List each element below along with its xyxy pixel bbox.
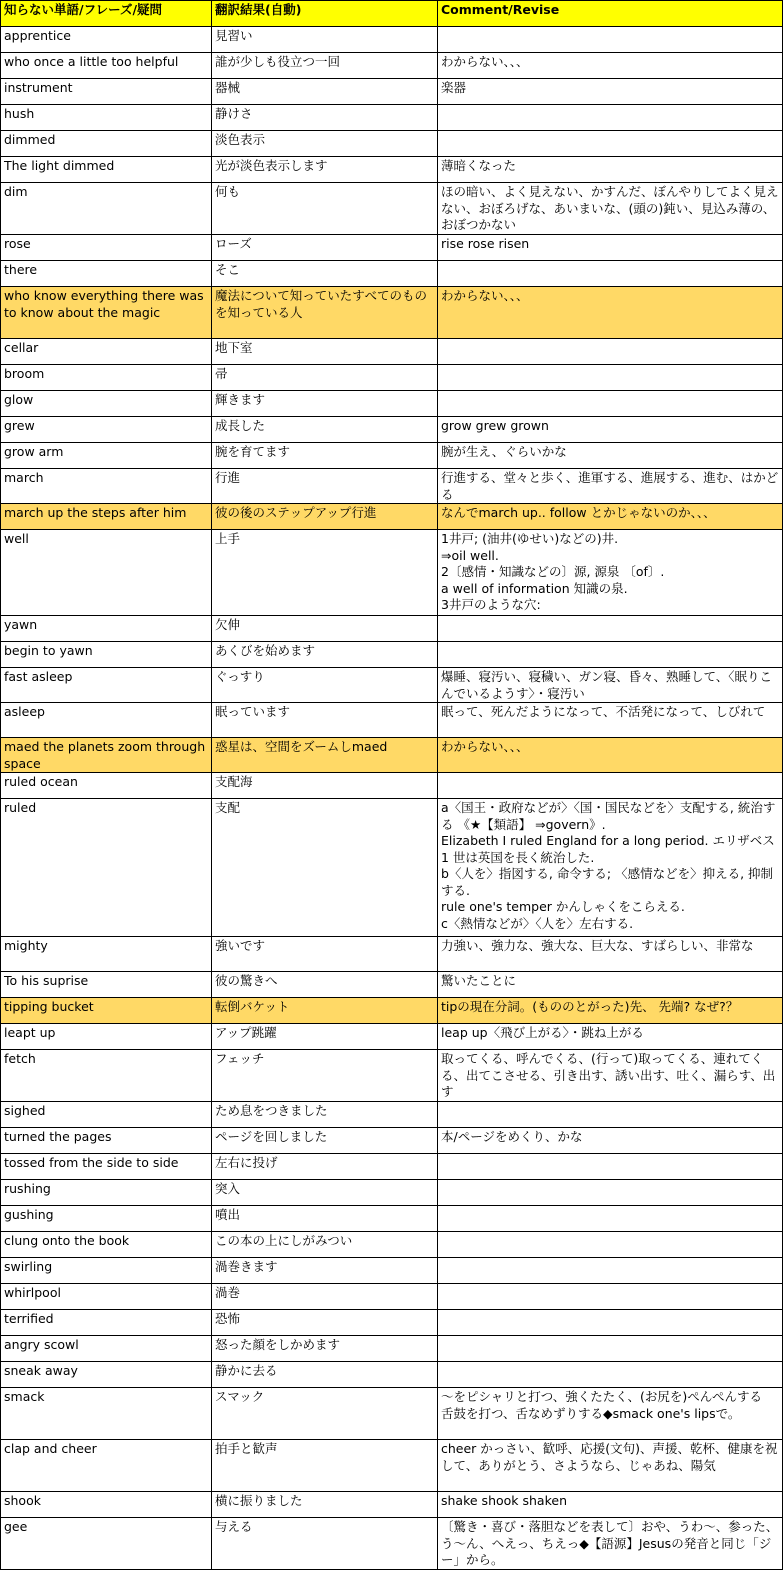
cell-term: gushing: [1, 1206, 212, 1232]
cell-term: march: [1, 469, 212, 504]
table-row: [1, 157, 783, 183]
table-row: [1, 105, 783, 131]
cell-translation: 魔法について知っていたすべてのものを知っている人: [212, 287, 438, 339]
cell-comment: [438, 365, 783, 391]
cell-translation: 見習い: [212, 27, 438, 53]
header-unknown-word: 知らない単語/フレーズ/疑問: [1, 1, 212, 27]
cell-term: maed the planets zoom through space: [1, 738, 212, 773]
cell-translation: フェッチ: [212, 1050, 438, 1102]
table-row: [1, 1284, 783, 1310]
cell-term: fetch: [1, 1050, 212, 1102]
cell-comment: [438, 391, 783, 417]
cell-translation: ローズ: [212, 235, 438, 261]
cell-translation: 惑星は、空間をズームしmaed: [212, 738, 438, 773]
cell-term: there: [1, 261, 212, 287]
cell-comment: [438, 642, 783, 668]
table-row: [1, 773, 783, 799]
cell-term: sneak away: [1, 1362, 212, 1388]
table-row: [1, 79, 783, 105]
cell-comment: [438, 1206, 783, 1232]
table-row: [1, 799, 783, 937]
table-row: [1, 443, 783, 469]
cell-term: rose: [1, 235, 212, 261]
cell-term: well: [1, 530, 212, 616]
cell-comment: rise rose risen: [438, 235, 783, 261]
cell-comment: 楽器: [438, 79, 783, 105]
table-row: [1, 1310, 783, 1336]
table-row: [1, 1518, 783, 1570]
cell-translation: 腕を育てます: [212, 443, 438, 469]
cell-translation: 彼の後のステップアップ行進: [212, 504, 438, 530]
cell-comment: なんでmarch up.. follow とかじゃないのか、、、: [438, 504, 783, 530]
cell-comment: [438, 1258, 783, 1284]
cell-term: smack: [1, 1388, 212, 1440]
cell-term: grew: [1, 417, 212, 443]
cell-comment: [438, 1362, 783, 1388]
cell-term: hush: [1, 105, 212, 131]
cell-comment: tipの現在分詞。(もののとがった)先、 先端? なぜ?？: [438, 998, 783, 1024]
cell-translation: 何も: [212, 183, 438, 235]
table-row: [1, 365, 783, 391]
cell-translation: 上手: [212, 530, 438, 616]
cell-translation: そこ: [212, 261, 438, 287]
cell-term: who once a little too helpful: [1, 53, 212, 79]
cell-comment: [438, 1284, 783, 1310]
table-row: [1, 703, 783, 738]
cell-term: angry scowl: [1, 1336, 212, 1362]
table-row: [1, 53, 783, 79]
cell-translation: 噴出: [212, 1206, 438, 1232]
cell-term: To his suprise: [1, 972, 212, 998]
cell-comment: 〔驚き・喜び・落胆などを表して〕おや、うわ～、参った、う～ん、へえっ、ちえっ◆【語源】Jesusの発音と同じ「ジー」から。: [438, 1518, 783, 1570]
cell-comment: ～をピシャリと打つ、強くたたく、(お尻を)ぺんぺんする 舌鼓を打つ、舌なめずりする◆smack one's lipsで。: [438, 1388, 783, 1440]
table-row: [1, 469, 783, 504]
table-row: [1, 1336, 783, 1362]
cell-term: leapt up: [1, 1024, 212, 1050]
cell-comment: 1井戸; (油井(ゆせい)などの)井. ⇒oil well. 2〔感情・知識などの〕源, 源泉 〔of〕. a well of information 知識の泉. 3井戸のような穴:: [438, 530, 783, 616]
cell-comment: わからない、、、: [438, 53, 783, 79]
cell-comment: 驚いたことに: [438, 972, 783, 998]
cell-term: glow: [1, 391, 212, 417]
table-row: [1, 1128, 783, 1154]
cell-translation: 横に振りました: [212, 1492, 438, 1518]
table-row: [1, 1024, 783, 1050]
cell-comment: [438, 339, 783, 365]
cell-translation: 帚: [212, 365, 438, 391]
cell-term: apprentice: [1, 27, 212, 53]
table-row: [1, 998, 783, 1024]
cell-term: broom: [1, 365, 212, 391]
cell-term: ruled ocean: [1, 773, 212, 799]
table-row: [1, 1232, 783, 1258]
cell-comment: 眠って、死んだようになって、不活発になって、しびれて: [438, 703, 783, 738]
cell-term: grow arm: [1, 443, 212, 469]
cell-term: cellar: [1, 339, 212, 365]
cell-comment: [438, 1180, 783, 1206]
table-row: [1, 287, 783, 339]
header-comment-revise: Comment/Revise: [438, 1, 783, 27]
cell-translation: 左右に投げ: [212, 1154, 438, 1180]
cell-translation: 成長した: [212, 417, 438, 443]
cell-translation: 転倒バケット: [212, 998, 438, 1024]
table-row: [1, 937, 783, 972]
cell-comment: [438, 131, 783, 157]
cell-translation: 静けさ: [212, 105, 438, 131]
cell-translation: 与える: [212, 1518, 438, 1570]
cell-translation: この本の上にしがみつい: [212, 1232, 438, 1258]
cell-term: tossed from the side to side: [1, 1154, 212, 1180]
table-row: [1, 1102, 783, 1128]
cell-comment: [438, 1102, 783, 1128]
cell-translation: スマック: [212, 1388, 438, 1440]
table-row: [1, 235, 783, 261]
table-row: [1, 504, 783, 530]
cell-comment: [438, 1154, 783, 1180]
cell-translation: 輝きます: [212, 391, 438, 417]
cell-translation: 行進: [212, 469, 438, 504]
table-row: [1, 1180, 783, 1206]
cell-term: tipping bucket: [1, 998, 212, 1024]
cell-translation: あくびを始めます: [212, 642, 438, 668]
cell-comment: [438, 1232, 783, 1258]
cell-translation: 淡色表示: [212, 131, 438, 157]
cell-translation: 渦巻: [212, 1284, 438, 1310]
cell-term: ruled: [1, 799, 212, 937]
cell-translation: 光が淡色表示します: [212, 157, 438, 183]
table-row: [1, 131, 783, 157]
cell-translation: 支配海: [212, 773, 438, 799]
cell-comment: [438, 1336, 783, 1362]
cell-translation: 誰が少しも役立つ一回: [212, 53, 438, 79]
table-row: [1, 668, 783, 703]
cell-term: fast asleep: [1, 668, 212, 703]
cell-term: dimmed: [1, 131, 212, 157]
table-row: [1, 616, 783, 642]
cell-translation: 欠伸: [212, 616, 438, 642]
cell-term: whirlpool: [1, 1284, 212, 1310]
cell-comment: わからない、、、: [438, 738, 783, 773]
cell-comment: shake shook shaken: [438, 1492, 783, 1518]
table-row: [1, 1258, 783, 1284]
cell-translation: 強いです: [212, 937, 438, 972]
cell-term: swirling: [1, 1258, 212, 1284]
cell-comment: わからない、、、: [438, 287, 783, 339]
cell-comment: 薄暗くなった: [438, 157, 783, 183]
cell-term: shook: [1, 1492, 212, 1518]
cell-translation: 恐怖: [212, 1310, 438, 1336]
cell-term: gee: [1, 1518, 212, 1570]
cell-translation: 眠っています: [212, 703, 438, 738]
table-row: [1, 261, 783, 287]
cell-comment: [438, 261, 783, 287]
cell-term: mighty: [1, 937, 212, 972]
cell-comment: grow grew grown: [438, 417, 783, 443]
table-row: [1, 1154, 783, 1180]
table-row: [1, 339, 783, 365]
cell-translation: 地下室: [212, 339, 438, 365]
table-row: [1, 642, 783, 668]
cell-term: The light dimmed: [1, 157, 212, 183]
cell-comment: 腕が生え、ぐらいかな: [438, 443, 783, 469]
cell-term: asleep: [1, 703, 212, 738]
cell-term: clap and cheer: [1, 1440, 212, 1492]
cell-term: who know everything there was to know about the magic: [1, 287, 212, 339]
cell-comment: ほの暗い、よく見えない、かすんだ、ぼんやりしてよく見えない、おぼろげな、あいまいな、(頭の)鈍い、見込み薄の、おぼつかない: [438, 183, 783, 235]
table-row: [1, 1440, 783, 1492]
cell-term: sighed: [1, 1102, 212, 1128]
cell-comment: 行進する、堂々と歩く、進軍する、進展する、進む、はかどる: [438, 469, 783, 504]
cell-term: instrument: [1, 79, 212, 105]
cell-term: terrified: [1, 1310, 212, 1336]
cell-term: yawn: [1, 616, 212, 642]
cell-comment: 爆睡、寝汚い、寝穢い、ガン寝、昏々、熟睡して、〈眠りこんでいるようす〉・寝汚い: [438, 668, 783, 703]
cell-comment: 力強い、強力な、強大な、巨大な、すばらしい、非常な: [438, 937, 783, 972]
cell-comment: [438, 27, 783, 53]
cell-translation: 静かに去る: [212, 1362, 438, 1388]
cell-term: clung onto the book: [1, 1232, 212, 1258]
cell-term: march up the steps after him: [1, 504, 212, 530]
table-row: [1, 417, 783, 443]
vocabulary-table-body: [1, 27, 783, 1570]
cell-comment: 取ってくる、呼んでくる、(行って)取ってくる、連れてくる、出てこさせる、引き出す、誘い出す、吐く、漏らす、出す: [438, 1050, 783, 1102]
cell-comment: [438, 616, 783, 642]
cell-comment: [438, 773, 783, 799]
cell-translation: 渦巻きます: [212, 1258, 438, 1284]
cell-comment: a〈国王・政府などが〉〈国・国民などを〉支配する, 統治する 《★【類語】 ⇒govern》. Elizabeth I ruled England for a long period. エリザベス 1 世は英国を長く統治した. b〈人を〉指図する, 命令する; 〈感情などを〉抑える, 抑制する. rule one's temper かんしゃくをこらえる. c〈熱情などが〉〈人を〉左右する.: [438, 799, 783, 937]
cell-comment: [438, 105, 783, 131]
table-row: [1, 391, 783, 417]
table-row: [1, 1362, 783, 1388]
table-row: [1, 1206, 783, 1232]
cell-term: rushing: [1, 1180, 212, 1206]
table-row: [1, 1388, 783, 1440]
cell-translation: 彼の驚きへ: [212, 972, 438, 998]
cell-translation: ため息をつきました: [212, 1102, 438, 1128]
table-row: [1, 972, 783, 998]
cell-translation: 器械: [212, 79, 438, 105]
table-row: [1, 738, 783, 773]
cell-translation: アップ跳躍: [212, 1024, 438, 1050]
cell-translation: ぐっすり: [212, 668, 438, 703]
table-row: [1, 1492, 783, 1518]
cell-comment: 本/ページをめくり、かな: [438, 1128, 783, 1154]
cell-comment: [438, 1310, 783, 1336]
cell-translation: 拍手と歓声: [212, 1440, 438, 1492]
cell-comment: cheer かっさい、歓呼、応援(文句)、声援、乾杯、健康を祝して、ありがとう、さようなら、じゃあね、陽気: [438, 1440, 783, 1492]
cell-translation: 突入: [212, 1180, 438, 1206]
table-row: [1, 27, 783, 53]
table-row: [1, 530, 783, 616]
header-auto-translation: 翻訳結果(自動): [212, 1, 438, 27]
cell-translation: ページを回しました: [212, 1128, 438, 1154]
header-row: [1, 1, 783, 27]
cell-comment: leap up〈飛び上がる〉・跳ね上がる: [438, 1024, 783, 1050]
table-row: [1, 183, 783, 235]
cell-translation: 怒った顔をしかめます: [212, 1336, 438, 1362]
cell-term: begin to yawn: [1, 642, 212, 668]
table-row: [1, 1050, 783, 1102]
cell-translation: 支配: [212, 799, 438, 937]
cell-term: dim: [1, 183, 212, 235]
cell-term: turned the pages: [1, 1128, 212, 1154]
